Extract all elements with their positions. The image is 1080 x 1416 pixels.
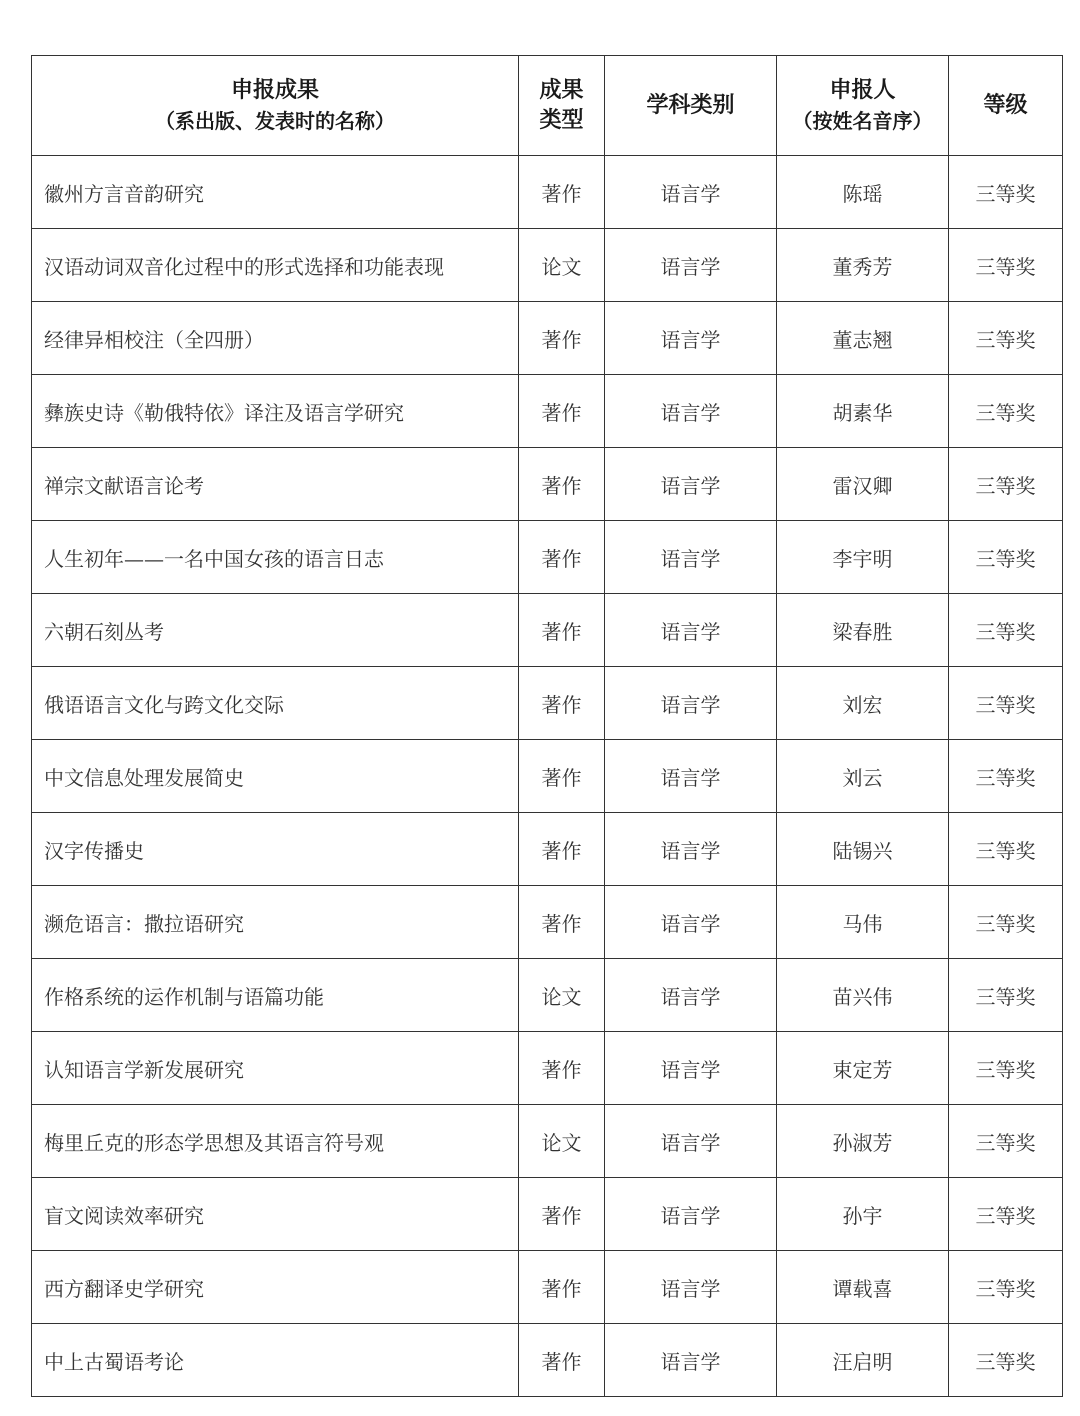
cell-subject: 语言学 (605, 594, 777, 667)
cell-type: 著作 (519, 813, 605, 886)
cell-grade: 三等奖 (949, 302, 1063, 375)
cell-subject: 语言学 (605, 667, 777, 740)
cell-title: 中文信息处理发展简史 (32, 740, 519, 813)
cell-grade: 三等奖 (949, 1178, 1063, 1251)
table-header (32, 56, 1063, 156)
cell-type: 著作 (519, 886, 605, 959)
table-row (32, 1324, 1063, 1397)
cell-subject: 语言学 (605, 448, 777, 521)
table-row (32, 886, 1063, 959)
cell-type: 论文 (519, 959, 605, 1032)
cell-title: 禅宗文献语言论考 (32, 448, 519, 521)
cell-subject: 语言学 (605, 1105, 777, 1178)
cell-title: 徽州方言音韵研究 (32, 156, 519, 229)
cell-applicant: 雷汉卿 (777, 448, 949, 521)
cell-applicant: 刘宏 (777, 667, 949, 740)
header-grade: 等级 (949, 56, 1063, 156)
cell-applicant: 孙淑芳 (777, 1105, 949, 1178)
cell-type: 著作 (519, 1032, 605, 1105)
header-subject: 学科类别 (605, 56, 777, 156)
header-type (519, 56, 605, 156)
cell-subject: 语言学 (605, 1032, 777, 1105)
cell-title: 中上古蜀语考论 (32, 1324, 519, 1397)
cell-subject: 语言学 (605, 229, 777, 302)
cell-applicant: 李宇明 (777, 521, 949, 594)
header-applicant-main: 申报人 (829, 77, 896, 103)
cell-subject: 语言学 (605, 1324, 777, 1397)
table-row (32, 1032, 1063, 1105)
header-title-main: 申报成果 (230, 77, 319, 103)
cell-title: 汉语动词双音化过程中的形式选择和功能表现 (32, 229, 519, 302)
cell-applicant: 汪启明 (777, 1324, 949, 1397)
table-row (32, 1105, 1063, 1178)
cell-type: 著作 (519, 740, 605, 813)
cell-title: 经律异相校注（全四册） (32, 302, 519, 375)
table-row (32, 302, 1063, 375)
cell-grade: 三等奖 (949, 594, 1063, 667)
cell-title: 认知语言学新发展研究 (32, 1032, 519, 1105)
header-title-sub: （系出版、发表时的名称） (155, 108, 395, 133)
cell-title: 梅里丘克的形态学思想及其语言符号观 (32, 1105, 519, 1178)
cell-grade: 三等奖 (949, 229, 1063, 302)
table-row (32, 1251, 1063, 1324)
header-title (32, 56, 519, 156)
header-applicant-sub: （按姓名音序） (792, 108, 933, 133)
cell-grade: 三等奖 (949, 886, 1063, 959)
table-row (32, 521, 1063, 594)
cell-type: 著作 (519, 448, 605, 521)
cell-subject: 语言学 (605, 521, 777, 594)
cell-subject: 语言学 (605, 1178, 777, 1251)
cell-grade: 三等奖 (949, 448, 1063, 521)
cell-type: 著作 (519, 594, 605, 667)
table-row (32, 229, 1063, 302)
awards-table-container (31, 55, 1062, 1397)
cell-type: 著作 (519, 667, 605, 740)
table-row (32, 959, 1063, 1032)
cell-type: 著作 (519, 1324, 605, 1397)
cell-grade: 三等奖 (949, 1105, 1063, 1178)
cell-subject: 语言学 (605, 886, 777, 959)
cell-grade: 三等奖 (949, 813, 1063, 886)
table-row (32, 667, 1063, 740)
table-row (32, 375, 1063, 448)
cell-applicant: 马伟 (777, 886, 949, 959)
cell-type: 论文 (519, 1105, 605, 1178)
cell-title: 西方翻译史学研究 (32, 1251, 519, 1324)
cell-grade: 三等奖 (949, 156, 1063, 229)
cell-grade: 三等奖 (949, 375, 1063, 448)
cell-grade: 三等奖 (949, 1032, 1063, 1105)
cell-applicant: 梁春胜 (777, 594, 949, 667)
cell-grade: 三等奖 (949, 667, 1063, 740)
cell-applicant: 谭载喜 (777, 1251, 949, 1324)
cell-applicant: 束定芳 (777, 1032, 949, 1105)
cell-title: 六朝石刻丛考 (32, 594, 519, 667)
cell-type: 著作 (519, 302, 605, 375)
cell-type: 论文 (519, 229, 605, 302)
cell-grade: 三等奖 (949, 1251, 1063, 1324)
cell-title: 濒危语言：撒拉语研究 (32, 886, 519, 959)
header-type-line2: 类型 (539, 107, 584, 133)
cell-applicant: 孙宇 (777, 1178, 949, 1251)
cell-title: 作格系统的运作机制与语篇功能 (32, 959, 519, 1032)
table-row (32, 1178, 1063, 1251)
cell-applicant: 董志翘 (777, 302, 949, 375)
table-row (32, 448, 1063, 521)
cell-subject: 语言学 (605, 375, 777, 448)
cell-subject: 语言学 (605, 1251, 777, 1324)
cell-applicant: 苗兴伟 (777, 959, 949, 1032)
cell-subject: 语言学 (605, 740, 777, 813)
cell-type: 著作 (519, 521, 605, 594)
table-row (32, 594, 1063, 667)
cell-grade: 三等奖 (949, 740, 1063, 813)
cell-grade: 三等奖 (949, 521, 1063, 594)
cell-applicant: 胡素华 (777, 375, 949, 448)
header-applicant (777, 56, 949, 156)
header-row (32, 56, 1063, 156)
cell-subject: 语言学 (605, 959, 777, 1032)
cell-type: 著作 (519, 1178, 605, 1251)
cell-applicant: 董秀芳 (777, 229, 949, 302)
cell-applicant: 刘云 (777, 740, 949, 813)
cell-title: 人生初年——一名中国女孩的语言日志 (32, 521, 519, 594)
cell-title: 彝族史诗《勒俄特依》译注及语言学研究 (32, 375, 519, 448)
awards-table (31, 55, 1063, 1397)
cell-applicant: 陈瑶 (777, 156, 949, 229)
cell-subject: 语言学 (605, 302, 777, 375)
cell-type: 著作 (519, 156, 605, 229)
cell-title: 俄语语言文化与跨文化交际 (32, 667, 519, 740)
cell-grade: 三等奖 (949, 1324, 1063, 1397)
cell-applicant: 陆锡兴 (777, 813, 949, 886)
table-row (32, 813, 1063, 886)
cell-subject: 语言学 (605, 156, 777, 229)
cell-title: 汉字传播史 (32, 813, 519, 886)
table-row (32, 740, 1063, 813)
table-body (32, 156, 1063, 1397)
cell-title: 盲文阅读效率研究 (32, 1178, 519, 1251)
cell-type: 著作 (519, 375, 605, 448)
table-row (32, 156, 1063, 229)
cell-type: 著作 (519, 1251, 605, 1324)
cell-grade: 三等奖 (949, 959, 1063, 1032)
header-type-line1: 成果 (539, 77, 584, 103)
cell-subject: 语言学 (605, 813, 777, 886)
